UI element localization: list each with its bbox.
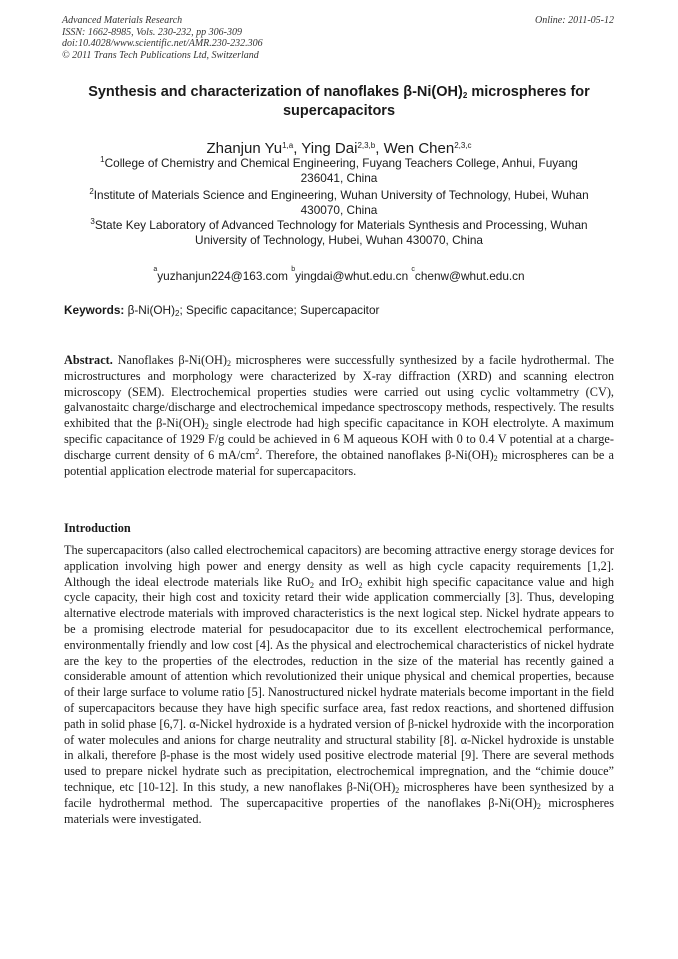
- keywords: Keywords: $\beta-Ni(OH)_2$; Specific capacitance; Supercapacitor: [64, 303, 380, 318]
- online-date: Online: 2011-05-12: [535, 15, 614, 26]
- author-affil-mark: 2,3,b: [357, 141, 376, 150]
- author-name: Ying Dai: [301, 140, 358, 157]
- author-list: Zhanjun Yu$^{1,a}$, Ying Dai$^{2,3,b}$, Wen Chen$^{2,3,c}$: [206, 140, 472, 157]
- journal-header: [62, 15, 263, 61]
- abstract: Abstract. Nanoflakes $\beta-Ni(OH)_2$ microspheres were successfully synthesized by a facile hydrothermal. The microstructures and morphology were characterized by X-ray diffraction (XRD) and scanning electron microscopy (SEM). Electrochemical properties studies were carried out using cyclic voltammetry (CV), galvanostaitc charge/discharge and electrochemical impedance spectroscopy methods, respectively. The results exhibited that the $\beta-Ni(OH)_2$ single electrode had high specific capacitance in KOH electrolyte. A maximum specific capacitance of 1929 F/g could be achieved in 6 M aqueous KOH with 0 to 0.4 V potential at a charge-discharge current density of 6 $mA/cm^2$. Therefore, the obtained nanoflakes $\beta-Ni(OH)_2$ microspheres can be a potential application electrode material for supercapacitors.: [64, 353, 615, 478]
- email-link[interactable]: chenw@whut.edu.cn: [414, 269, 525, 283]
- abstract-label: Abstract.: [64, 353, 113, 367]
- email-link[interactable]: yuzhanjun224@163.com: [157, 269, 288, 283]
- email-link[interactable]: yingdai@whut.edu.cn: [295, 269, 409, 283]
- author-affil-mark: 2,3,c: [454, 141, 472, 150]
- affiliation-2: $^2$Institute of Materials Science and Engineering, Wuhan University of Technology, Hubei, Wuhan 430070, China: [89, 187, 589, 218]
- author-name: Wen Chen: [383, 140, 455, 157]
- affiliation-3: $^3$State Key Laboratory of Advanced Technology for Materials Synthesis and Processing, Wuhan University of Technology, Hubei, Wuhan 430070, China: [90, 217, 588, 248]
- keywords-label: Keywords:: [64, 303, 125, 317]
- introduction-heading: Introduction: [64, 521, 131, 535]
- author-emails: $^a$yuzhanjun224@163.com $^b$yingdai@whut.edu.cn $^c$chenw@whut.edu.cn: [153, 266, 525, 283]
- author-name: Zhanjun Yu: [206, 140, 283, 157]
- affiliation-1: $^1$College of Chemistry and Chemical Engineering, Fuyang Teachers College, Anhui, Fuyang 236041, China: [100, 155, 578, 186]
- paper-title: Synthesis and characterization of nanoflakes $\beta-Ni(OH)_2$ microspheres for supercapacitors: [88, 84, 590, 119]
- introduction-body: The supercapacitors (also called electrochemical capacitors) are becoming attractive energy storage devices for application involving high power and energy density as well as high cycle capacity requirements [1,2]. Although the ideal electrode materials like RuO$_2$ and IrO$_2$ exhibit high specific capacitance value and high cycle capacity, their high cost and toxicity retard their wide application commercially [3]. Thus, developing alternative electrode materials with improved characteristics is the next logical step. Nickel hydrate appears to be a promising electrode material for pesudocapacitor due to its excellent electrochemical performance, environmentally friendly and low cost [4]. As the physical and electrochemical characteristics of nickel hydrate are the key to the properties of the electrodes, reduction in the size of the material has recently gained a considerable amount of attention which revolutionized their unique physical and chemical properties, because of their large surface to volume ratio [5]. Nanostructured nickel hydrate materials become important in the field of supercapacitors because they have high specific surface area, fast redox reactions, and shortened diffusion path in solid phase [6,7]. α-Nickel hydroxide is a hydrated version of β-nickel hydroxide with the incorporation of water molecules and anions for charge neutrality and structural stability [8]. α-Nickel hydroxide is unstable in alkali, therefore β-phase is the most widely used positive electrode material [9]. There are several methods used to prepare nickel hydrate such as precipitation, electrochemical impregnation, and the “chimie douce” technique, etc [10-12]. In this study, a new nanoflakes $\beta-Ni(OH)_2$ microspheres have been synthesized by a facile hydrothermal method. The supercapacitive properties of the nanoflakes $\beta-Ni(OH)_2$ microspheres materials were investigated.: [64, 543, 614, 826]
- journal-doi: doi:10.4028/www.scientific.net/AMR.230-232.306: [62, 38, 263, 49]
- journal-issn: ISSN: 1662-8985, Vols. 230-232, pp 306-309: [62, 26, 242, 38]
- journal-name: Advanced Materials Research: [62, 15, 183, 26]
- journal-copyright: © 2011 Trans Tech Publications Ltd, Switzerland: [62, 49, 259, 61]
- author-affil-mark: 1,a: [282, 141, 294, 150]
